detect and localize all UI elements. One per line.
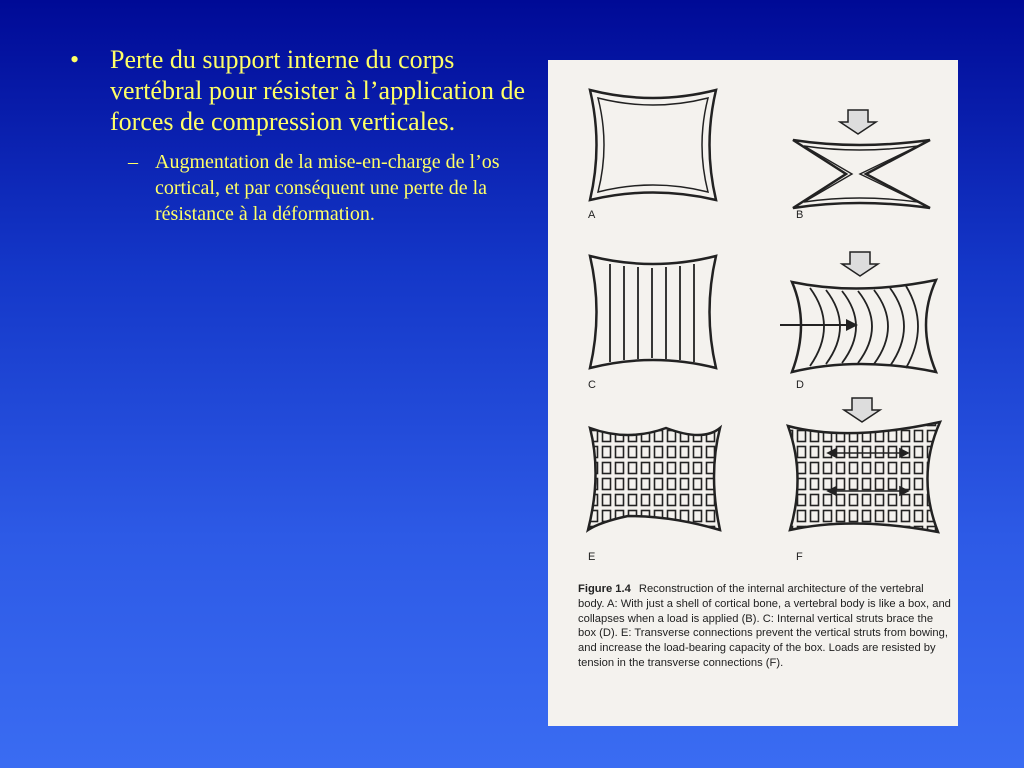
- figure-caption: [578, 582, 953, 671]
- panel-label-b: B: [796, 209, 804, 221]
- side-arrow-d: [780, 319, 858, 331]
- bullet-marker: •: [70, 45, 80, 74]
- panel-d-bowing-struts: [780, 252, 936, 372]
- sub-bullet-text: Augmentation de la mise-en-charge de l’os cortical, et par conséquent une perte de la résistance à la déformation.: [155, 151, 500, 225]
- panel-e-transverse-connections: [586, 424, 726, 534]
- load-arrow-f: [844, 398, 880, 422]
- panel-a-box: [590, 90, 716, 200]
- sub-bullet-marker: –: [128, 151, 138, 173]
- panel-label-a: A: [588, 209, 596, 221]
- caption-title: Figure 1.4: [578, 583, 631, 595]
- panel-c-vertical-struts: [590, 256, 716, 368]
- panel-f-tension-connections: [786, 398, 946, 536]
- load-arrow-d: [842, 252, 878, 276]
- bullet-text: Perte du support interne du corps vertébral pour résister à l’application de forces de compression verticales.: [110, 45, 526, 136]
- panel-label-c: C: [588, 379, 596, 391]
- bullet-list: [70, 44, 530, 227]
- vertebral-body-diagram: [548, 60, 958, 580]
- panel-label-d: D: [796, 379, 804, 391]
- panel-b-collapsed-box: [793, 110, 930, 208]
- caption-text: Reconstruction of the internal architecture of the vertebral body. A: With just a shell of cortical bone, a vertebral body is like a box, and collapses when a load is applied (B). C: Internal vertical struts brace the box (D). E: Transverse connections prevent the vertical struts from bowing, and increase the load-bearing capacity of the box. Loads are resisted by tension in the transverse connections (F).: [578, 583, 951, 669]
- sub-bullet-item: [70, 149, 530, 227]
- bullet-item: [70, 44, 530, 137]
- load-arrow-b: [840, 110, 876, 134]
- figure-image: [548, 60, 958, 726]
- panel-label-e: E: [588, 551, 596, 563]
- panel-label-f: F: [796, 551, 803, 563]
